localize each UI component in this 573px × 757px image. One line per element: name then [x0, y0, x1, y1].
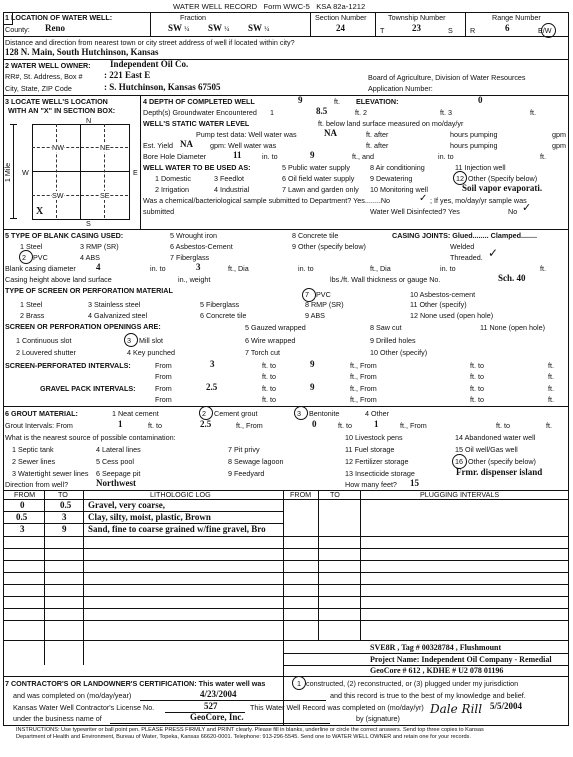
fraction-3: SW ¼ [248, 23, 270, 33]
grout-ft: ft. [546, 421, 552, 430]
threaded-check-mark: ✓ [488, 246, 499, 260]
casing-1: 1 Steel [20, 242, 43, 251]
row-2-from: 0.5 [16, 512, 28, 522]
cert-line-2b: and this record is true to the best of my knowledge and belief. [330, 691, 526, 700]
screen-7: PVC [316, 290, 331, 299]
perf-ft-end: ft. [548, 361, 554, 370]
use-5: 5 Public water supply [282, 163, 350, 172]
section-number: 24 [336, 23, 345, 33]
locate-label-2: WITH AN "X" IN SECTION BOX: [8, 106, 116, 115]
casing-9: 9 Other (specify below) [292, 242, 366, 251]
casing-2-circle-mark [19, 250, 33, 264]
bore-ft: ft. [540, 152, 546, 161]
opening-2: 2 Louvered shutter [16, 348, 76, 357]
pump-gpm: gpm [552, 130, 566, 139]
gw-1-value: 8.5 [316, 106, 328, 116]
pump-label: Pump test data: Well water was [196, 130, 297, 139]
contam-1: 1 Septic tank [12, 445, 54, 454]
grout-ft-to-3: ft. to [496, 421, 510, 430]
static-label: WELL'S STATIC WATER LEVEL [143, 119, 250, 128]
contam-2: 2 Sewer lines [12, 457, 56, 466]
grout-ft-from-2: ft., From [400, 421, 427, 430]
license-number: 527 [204, 701, 218, 711]
application-number-label: Application Number: [368, 84, 433, 93]
chem-check-mark: ✓ [419, 193, 428, 204]
opening-10: 10 Other (specify) [370, 348, 428, 357]
section-number-label: Section Number [315, 13, 367, 22]
gravel-ft-from-2: ft., From [350, 395, 377, 404]
range-ew: E/W [538, 26, 552, 35]
contam-5: 5 Cess pool [96, 457, 134, 466]
casing-4: 4 ABS [80, 253, 100, 262]
bore-label: Bore Hole Diameter [143, 152, 207, 161]
screen-6: 6 Concrete tile [200, 311, 247, 320]
screen-9: 9 ABS [305, 311, 325, 320]
row-1-to: 0.5 [60, 500, 72, 510]
fraction-1: SW ¼ [168, 23, 190, 33]
use-4: 4 Industrial [214, 185, 250, 194]
perf-ft-to: ft. to [262, 361, 276, 370]
range-number: 6 [505, 23, 510, 33]
grout-2-num: 2 [202, 409, 206, 418]
range-label: Range Number [492, 13, 541, 22]
fraction-label: Fraction [180, 13, 206, 22]
city-label: City, State, ZIP Code [5, 84, 72, 93]
yield-label: Est. Yield [143, 141, 173, 150]
township-number: 23 [412, 23, 421, 33]
diam-in-to-2: in. to [298, 264, 314, 273]
grout-3: Bentonite [309, 409, 340, 418]
bore-in-to-2: in. to [438, 152, 454, 161]
contam-4: 4 Lateral lines [96, 445, 141, 454]
township-label: Township Number [388, 13, 446, 22]
row-3-desc: Sand, fine to coarse grained w/fine gravel, Bro [88, 524, 266, 534]
cert-line-4b: by (signature) [356, 714, 400, 723]
elevation-label: ELEVATION: [356, 97, 399, 106]
opening-8: 8 Saw cut [370, 323, 402, 332]
grout-from-value: 1 [118, 419, 123, 429]
diam-label: Blank casing diameter [5, 264, 76, 273]
yield-gpm: gpm: Well water was [210, 141, 277, 150]
yield-gpm-end: gpm [552, 141, 566, 150]
county-value: Reno [45, 23, 65, 33]
compass-n: N [86, 116, 92, 125]
row-3-from: 3 [20, 524, 25, 534]
howmany-label: How many feet? [345, 480, 397, 489]
perf-ft-to-2: ft. to [470, 361, 484, 370]
owner-label: 2 WATER WELL OWNER: [5, 61, 91, 70]
use-1: 1 Domestic [155, 174, 191, 183]
section-box [32, 124, 130, 220]
use-2: 2 Irrigation [155, 185, 189, 194]
township-s: S [448, 26, 453, 35]
bore-value: 11 [233, 150, 242, 160]
opening-7: 7 Torch cut [245, 348, 281, 357]
gravel-from-value: 2.5 [206, 382, 218, 392]
grout-2: Cement grout [214, 409, 258, 418]
project-note: Project Name: Independent Oil Company - Remedial [370, 655, 552, 664]
diam-in-to: in. to [150, 264, 166, 273]
cert-line-1b: constructed, (2) reconstructed, or (3) plugged under my jurisdiction [306, 679, 519, 688]
disinfected-check-mark: ✓ [522, 202, 532, 214]
board-label: Board of Agriculture, Division of Water Resources [368, 73, 526, 82]
location-x-mark: X [36, 206, 44, 217]
direction-label: Direction from well? [5, 480, 69, 489]
contam-14: 14 Abandoned water well [455, 433, 536, 442]
casing-7: 7 Fiberglass [170, 253, 210, 262]
log-header-to-2: TO [330, 490, 340, 499]
yield-hours: hours pumping [450, 141, 498, 150]
other-use-value: Soil vapor evaporati. [462, 183, 543, 193]
chem-question: Was a chemical/bacteriological sample submitted to Department? Yes........No [143, 196, 391, 205]
opening-11: 11 None (open hole) [480, 323, 545, 332]
diam-value: 4 [96, 262, 101, 272]
fraction-2: SW ¼ [208, 23, 230, 33]
gravel-ft-end-2: ft. [548, 395, 554, 404]
township-t: T [380, 26, 385, 35]
opening-4: 4 Key punched [127, 348, 175, 357]
depth-label: 4 DEPTH OF COMPLETED WELL [143, 97, 255, 106]
gravel-ft-to-2: ft. to [470, 384, 484, 393]
diam-ft-dia-2: ft., Dia [370, 264, 391, 273]
screen-5: 5 Fiberglass [200, 300, 240, 309]
height-label: Casing height above land surface [5, 275, 112, 284]
sve-note: SVE8R , Tag # 00328784 , Flushmount [370, 643, 502, 652]
instructions-line-1: INSTRUCTIONS: Use typewriter or ball point pen. PLEASE PRESS FIRMLY and PRINT clearly. Please fill in blanks, underline or circle the correct answers. Send top three copies to Kansas [16, 727, 484, 733]
depth-value: 9 [298, 95, 303, 105]
location-label: 1 LOCATION OF WATER WELL: [5, 13, 113, 22]
depth-ft: ft. [334, 97, 340, 106]
casing-8: 8 Concrete tile [292, 231, 339, 240]
casing-2: PVC [33, 253, 48, 262]
use-11: 11 Injection well [455, 163, 506, 172]
contam-12: 12 Fertilizer storage [345, 457, 409, 466]
pump-after: ft. after [366, 130, 389, 139]
opening-5: 5 Gauzed wrapped [245, 323, 306, 332]
screen-8: 8 RMP (SR) [305, 300, 344, 309]
screen-3: 3 Stainless steel [88, 300, 141, 309]
gw-3-num: ft. 3 [440, 108, 452, 117]
chem-submitted: submitted [143, 207, 175, 216]
contam-16: Other (specify below) [468, 457, 536, 466]
contam-3: 3 Watertight sewer lines [12, 469, 89, 478]
gravel-from: From [155, 384, 172, 393]
contam-13: 13 Insecticide storage [345, 469, 415, 478]
log-header-to: TO [58, 490, 68, 499]
mile-label: 1 Mile [3, 162, 13, 183]
cert-line-3b: This Water Well Record was completed on (mo/day/yr) [250, 703, 424, 712]
form-title: WATER WELL RECORD Form WWC-5 KSA 82a-1212 [173, 2, 366, 11]
gravel-ft-to-4: ft. to [470, 395, 484, 404]
perf-from-value: 3 [210, 359, 215, 369]
range-r: R [470, 26, 476, 35]
yield-after: ft. after [366, 141, 389, 150]
perf-ft-from: ft., From [350, 361, 377, 370]
gravel-to-value: 9 [310, 382, 315, 392]
county-label: County: [5, 25, 30, 34]
grout-from-2-value: 0 [312, 419, 317, 429]
use-3: 3 Feedlot [214, 174, 244, 183]
perf-from: From [155, 361, 172, 370]
quadrant-ne: NE [100, 143, 110, 152]
contam-10: 10 Livestock pens [345, 433, 403, 442]
height-weight: in., weight [178, 275, 211, 284]
gravel-ft-from: ft., From [350, 384, 377, 393]
grout-3-circle-mark [294, 406, 308, 420]
screen-2: 2 Brass [20, 311, 45, 320]
use-9: 9 Dewatering [370, 174, 413, 183]
grout-intervals: Grout Intervals: From [5, 421, 73, 430]
log-header-plug: PLUGGING INTERVALS [420, 490, 500, 499]
diam-to-value: 3 [196, 262, 201, 272]
casing-3: 3 RMP (SR) [80, 242, 119, 251]
casing-joints: CASING JOINTS: Glued........ Clamped........ [392, 231, 537, 240]
compass-e: E [133, 168, 138, 177]
grout-ft-to: ft. to [148, 421, 162, 430]
contam-15: 15 Oil well/Gas well [455, 445, 518, 454]
record-date: 5/5/2004 [490, 701, 523, 711]
gravel-ft-to-3: ft. to [262, 395, 276, 404]
use-12-num: 12 [456, 174, 464, 183]
geocore-note: GeoCore # 612 , KDHE # U2 078 01196 [370, 666, 504, 675]
gravel-label: GRAVEL PACK INTERVALS: [40, 384, 136, 393]
opening-3-num: 3 [127, 336, 131, 345]
gw-ft-end: ft. [530, 108, 536, 117]
cert-line-3: Kansas Water Well Contractor's License No. [13, 703, 155, 712]
bore-in-to: in. to [262, 152, 278, 161]
gauge-value: Sch. 40 [498, 273, 526, 283]
log-header-from: FROM [14, 490, 36, 499]
screen-11: 11 Other (specify) [410, 300, 467, 309]
grout-to-value: 2.5 [200, 419, 212, 429]
distance-label: Distance and direction from nearest town or city street address of well if located within city? [5, 38, 295, 47]
casing-welded: Welded [450, 242, 475, 251]
business-name: GeoCore, Inc. [190, 712, 244, 722]
cert-line-4: under the business name of [13, 714, 102, 723]
locate-label: 3 LOCATE WELL'S LOCATION [5, 97, 108, 106]
yield-value: NA [180, 139, 193, 149]
perf-from-2: From [155, 372, 172, 381]
opening-3-circle-mark [124, 333, 138, 347]
grout-ft-to-2: ft. to [338, 421, 352, 430]
use-label: WELL WATER TO BE USED AS: [143, 163, 251, 172]
contam-16-num: 16 [455, 457, 463, 466]
compass-s: S [86, 219, 91, 228]
disinfected-no: No [508, 207, 518, 216]
chem-yes: ; If yes, mo/day/yr sample was [430, 196, 527, 205]
use-12: Other (Specify below) [468, 174, 538, 183]
pump-hours: hours pumping [450, 130, 498, 139]
grout-4: 4 Other [365, 409, 389, 418]
grout-1: 1 Neat cement [112, 409, 159, 418]
row-3-to: 9 [62, 524, 67, 534]
perf-ft-end-2: ft. [548, 372, 554, 381]
quadrant-nw: NW [52, 143, 64, 152]
cert-1-circle-mark [292, 676, 306, 690]
contam-7: 7 Pit privy [228, 445, 260, 454]
bore-to-value: 9 [310, 150, 315, 160]
diam-ft: ft. [540, 264, 546, 273]
contam-6: 6 Seepage pit [96, 469, 141, 478]
perf-label: SCREEN-PERFORATED INTERVALS: [5, 361, 131, 370]
rr-value: : 221 East E [104, 70, 151, 80]
row-1-desc: Gravel, very coarse, [88, 500, 165, 510]
disinfected-label: Water Well Disinfected? Yes [370, 207, 460, 216]
quadrant-se: SE [100, 191, 110, 200]
grout-to-2-value: 1 [374, 419, 379, 429]
bore-ft-and: ft., and [352, 152, 374, 161]
quadrant-sw: SW [52, 191, 64, 200]
grout-label: 6 GROUT MATERIAL: [5, 409, 78, 418]
openings-label: SCREEN OR PERFORATION OPENINGS ARE: [5, 322, 161, 331]
screen-7-num: 7 [305, 290, 309, 299]
screen-4: 4 Galvanized steel [88, 311, 148, 320]
gravel-ft-to: ft. to [262, 384, 276, 393]
instructions-line-2: Department of Health and Environment, Bureau of Water, Topeka, Kansas 66620-0001. Telephone: 913-296-5545. Send one to WATER WELL OWNER and retain one for your records. [16, 734, 471, 740]
opening-1: 1 Continuous slot [16, 336, 72, 345]
other-contam-value: Frmr. dispenser island [456, 467, 543, 477]
cert-line-2: and was completed on (mo/day/year) [13, 691, 132, 700]
casing-label: 5 TYPE OF BLANK CASING USED: [5, 231, 124, 240]
signature: Dale Rill [430, 702, 483, 716]
direction-value: Northwest [96, 478, 136, 488]
grout-2-circle-mark [199, 406, 213, 420]
casing-6: 6 Asbestos-Cement [170, 242, 233, 251]
perf-ft-to-4: ft. to [470, 372, 484, 381]
gravel-ft-end: ft. [548, 384, 554, 393]
log-header-litho: LITHOLOGIC LOG [150, 490, 211, 499]
contam-9: 9 Feedyard [228, 469, 265, 478]
address-value: 128 N. Main, South Hutchinson, Kansas [5, 47, 159, 57]
contam-11: 11 Fuel storage [345, 445, 395, 454]
contam-8: 8 Sewage lagoon [228, 457, 284, 466]
compass-w: W [22, 168, 29, 177]
gw-label: Depth(s) Groundwater Encountered [143, 108, 257, 117]
cert-1-num: 1 [297, 679, 301, 688]
screen-label: TYPE OF SCREEN OR PERFORATION MATERIAL [5, 286, 173, 295]
completed-date: 4/23/2004 [200, 689, 237, 699]
perf-ft-to-3: ft. to [262, 372, 276, 381]
diam-ft-dia: ft., Dia [228, 264, 249, 273]
opening-6: 6 Wire wrapped [245, 336, 296, 345]
height-lbs: lbs./ft. Wall thickness or gauge No. [330, 275, 441, 284]
row-2-to: 3 [62, 512, 67, 522]
static-rest: ft. below land surface measured on mo/day/yr [318, 119, 464, 128]
grout-ft-from: ft., From [236, 421, 263, 430]
casing-5: 5 Wrought iron [170, 231, 218, 240]
casing-threaded: Threaded. [450, 253, 483, 262]
cert-line-1: 7 CONTRACTOR'S OR LANDOWNER'S CERTIFICATION: This water well was [5, 679, 266, 688]
row-2-desc: Clay, silty, moist, plastic, Brown [88, 512, 211, 522]
gw-2-num: ft. 2 [355, 108, 367, 117]
gravel-from-2: From [155, 395, 172, 404]
elevation-value: 0 [478, 95, 483, 105]
opening-3: Mill slot [139, 336, 163, 345]
pump-value: NA [324, 128, 337, 138]
row-1-from: 0 [20, 500, 25, 510]
perf-ft-from-2: ft., From [350, 372, 377, 381]
howmany-value: 15 [410, 478, 419, 488]
gw-1-num: 1 [270, 108, 274, 117]
owner-value: Independent Oil Co. [110, 59, 189, 69]
screen-1: 1 Steel [20, 300, 43, 309]
diam-in-to-3: in. to [440, 264, 456, 273]
perf-to-value: 9 [310, 359, 315, 369]
casing-2-num: 2 [22, 253, 26, 262]
rr-label: RR#, St. Address, Box # [5, 72, 83, 81]
log-header-from-2: FROM [290, 490, 312, 499]
screen-12: 12 None used (open hole) [410, 311, 494, 320]
grout-3-num: 3 [297, 409, 301, 418]
contamination-question: What is the nearest source of possible contamination: [5, 433, 176, 442]
opening-9: 9 Drilled holes [370, 336, 416, 345]
use-7: 7 Lawn and garden only [282, 185, 359, 194]
use-8: 8 Air conditioning [370, 163, 425, 172]
city-value: : S. Hutchinson, Kansas 67505 [104, 82, 221, 92]
use-10: 10 Monitoring well [370, 185, 428, 194]
screen-10: 10 Asbestos-cement [410, 290, 476, 299]
use-6: 6 Oil field water supply [282, 174, 355, 183]
